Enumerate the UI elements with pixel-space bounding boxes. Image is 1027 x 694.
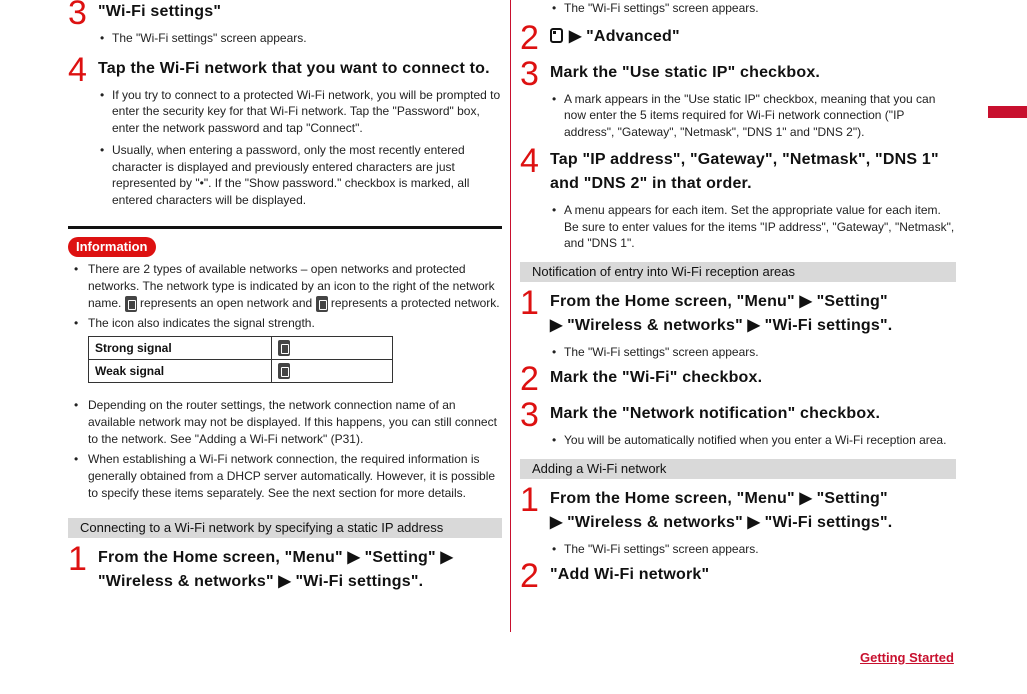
info-rule: [68, 226, 502, 229]
step-1: [68, 540, 502, 594]
right-column: [520, 0, 956, 595]
step-title: Tap the Wi-Fi network that you want to connect to.: [98, 59, 490, 77]
info-item: • The icon also indicates the signal strength.: [68, 315, 502, 332]
menu-key-icon: [550, 28, 563, 43]
info-list: [68, 261, 502, 332]
add-step-2: [520, 557, 956, 595]
top-notes: [550, 0, 956, 17]
step-title-line2: ▶ "Wireless & networks" ▶ "Wi-Fi settings".: [550, 316, 893, 334]
strong-signal-icon: [278, 340, 290, 356]
step-title: Mark the "Use static IP" checkbox.: [550, 63, 821, 81]
table-row: [89, 337, 393, 360]
note: • You will be automatically notified when you enter a Wi-Fi reception area.: [550, 432, 956, 449]
information-badge: Information: [68, 237, 156, 257]
step-notes: [98, 30, 502, 47]
notif-step-3: [520, 396, 956, 449]
step-title: Mark the "Wi-Fi" checkbox.: [550, 369, 763, 386]
strong-signal-cell: [272, 337, 393, 360]
open-network-icon: [125, 296, 137, 312]
step-number: 3: [520, 396, 539, 434]
step-3-static-ip: [520, 54, 956, 141]
notif-step-2: [520, 360, 956, 398]
step-title: "Wi-Fi settings": [98, 3, 222, 20]
step-notes: [550, 91, 956, 141]
info-list-2: [68, 397, 502, 502]
note: • The "Wi-Fi settings" screen appears.: [550, 0, 956, 17]
signal-label: Weak signal: [89, 360, 272, 383]
step-number: 1: [520, 283, 539, 322]
step-title: "Add Wi-Fi network": [550, 566, 710, 583]
step-number: 2: [520, 18, 539, 57]
step-title-text: ▶ "Advanced": [569, 27, 680, 45]
step-title-line1: From the Home screen, "Menu" ▶ "Setting": [550, 292, 888, 310]
info-item: • When establishing a Wi-Fi network connection, the required information is generally obtained from a DHCP server automatically. However, it is possible to specify these items separately. See the next section for more details.: [68, 451, 502, 502]
step-title-line2: "Wireless & networks" ▶ "Wi-Fi settings".: [98, 573, 424, 590]
step-number: 3: [520, 54, 539, 93]
info-text: represents a protected network.: [330, 296, 500, 310]
step-title: Tap "IP address", "Gateway", "Netmask", "DNS 1" and "DNS 2" in that order.: [550, 151, 939, 192]
column-divider: [510, 0, 511, 632]
note: • If you try to connect to a protected Wi-Fi network, you will be prompted to enter the security key for that Wi-Fi network. Tap the "Password" box, enter the network password and tap "Connect".: [98, 87, 502, 137]
step-notes: [550, 202, 956, 252]
footer-chapter-link[interactable]: Getting Started: [860, 650, 954, 665]
step-number: 3: [68, 0, 87, 32]
left-column: [68, 0, 502, 594]
step-3: [68, 0, 502, 47]
section-bar: Adding a Wi-Fi network: [520, 459, 956, 479]
info-item: [68, 261, 502, 312]
step-number: 2: [520, 360, 539, 398]
step-title-line2: ▶ "Wireless & networks" ▶ "Wi-Fi settings".: [550, 513, 893, 531]
chapter-tab: [988, 106, 1027, 118]
signal-label: Strong signal: [89, 337, 272, 360]
step-notes: [550, 541, 956, 558]
step-number: 4: [68, 50, 87, 89]
step-title: [550, 25, 956, 49]
step-2-advanced: [520, 18, 956, 57]
signal-table: [88, 336, 393, 383]
step-4-ip-fields: [520, 142, 956, 252]
step-number: 1: [520, 480, 539, 519]
section-bar: Connecting to a Wi-Fi network by specifying a static IP address: [68, 518, 502, 538]
note: • The "Wi-Fi settings" screen appears.: [550, 344, 956, 361]
note: • Usually, when entering a password, only the most recently entered character is displayed and previously entered characters are just represented by "•". If the "Show password." checkbox is marked, all entered characters will be displayed.: [98, 142, 502, 208]
step-title-line1: From the Home screen, "Menu" ▶ "Setting" ▶: [98, 549, 453, 566]
table-row: [89, 360, 393, 383]
weak-signal-cell: [272, 360, 393, 383]
add-step-1: [520, 480, 956, 558]
step-number: 4: [520, 142, 539, 180]
protected-network-icon: [316, 296, 328, 312]
step-notes: [550, 432, 956, 449]
step-4: [68, 50, 502, 209]
step-title-line1: From the Home screen, "Menu" ▶ "Setting": [550, 489, 888, 507]
step-number: 2: [520, 557, 539, 595]
info-section: [68, 237, 502, 502]
notif-step-1: [520, 283, 956, 361]
section-bar: Notification of entry into Wi-Fi reception areas: [520, 262, 956, 282]
info-item: • Depending on the router settings, the network connection name of an available network may not be displayed. If this happens, you can still connect to the network. See "Adding a Wi-Fi network" (P31).: [68, 397, 502, 448]
step-number: 1: [68, 540, 87, 578]
note: • A mark appears in the "Use static IP" checkbox, meaning that you can now enter the 5 items required for Wi-Fi network connection ("IP address", "Gateway", "Netmask", "DNS 1" and "DNS 2").: [550, 91, 956, 141]
step-title: Mark the "Network notification" checkbox.: [550, 405, 881, 422]
weak-signal-icon: [278, 363, 290, 379]
info-text: There are 2 types of available networks – open networks and protected networks. The network type is indicated by an icon to the right of the network name.: [88, 262, 495, 310]
note: • The "Wi-Fi settings" screen appears.: [98, 30, 502, 47]
info-text: represents an open network and: [140, 296, 313, 310]
note: • A menu appears for each item. Set the appropriate value for each item. Be sure to enter values for the items "IP address", "Gateway", "Netmask", and "DNS 1".: [550, 202, 956, 252]
note: • The "Wi-Fi settings" screen appears.: [550, 541, 956, 558]
step-notes: [98, 87, 502, 209]
step-notes: [550, 344, 956, 361]
